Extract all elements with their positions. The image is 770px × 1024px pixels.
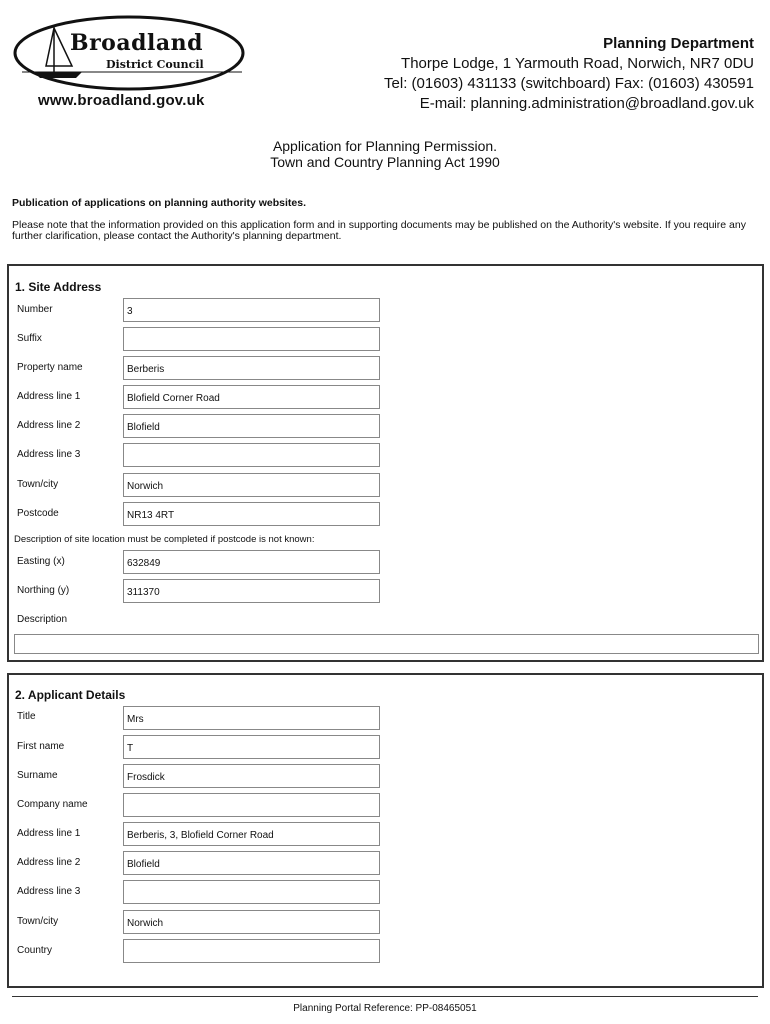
site-address-section bbox=[7, 264, 764, 662]
department-contact bbox=[384, 34, 754, 114]
site-property-name-field[interactable]: Berberis bbox=[123, 356, 380, 380]
applicant-details-section bbox=[7, 673, 764, 988]
department-phone: Tel: (01603) 431133 (switchboard) Fax: (01603) 430591 bbox=[384, 75, 754, 92]
logo-name: Broadland bbox=[70, 30, 203, 56]
easting-field[interactable]: 632849 bbox=[123, 550, 380, 574]
field-label: Address line 1 bbox=[17, 391, 81, 402]
field-label: Number bbox=[17, 304, 53, 315]
field-label: First name bbox=[17, 741, 65, 752]
form-title bbox=[0, 138, 770, 170]
field-label: Address line 1 bbox=[17, 828, 81, 839]
northing-field[interactable]: 311370 bbox=[123, 579, 380, 603]
applicant-first-name-field[interactable]: T bbox=[123, 735, 380, 759]
field-label: Address line 2 bbox=[17, 420, 81, 431]
applicant-address-line1-field[interactable]: Berberis, 3, Blofield Corner Road bbox=[123, 822, 380, 846]
field-label: Suffix bbox=[17, 333, 42, 344]
section-title: 2. Applicant Details bbox=[15, 688, 126, 702]
field-label: Town/city bbox=[17, 479, 59, 490]
website-url: www.broadland.gov.uk bbox=[38, 92, 205, 109]
applicant-town-field[interactable]: Norwich bbox=[123, 910, 380, 934]
field-label: Title bbox=[17, 711, 36, 722]
section-title: 1. Site Address bbox=[15, 280, 102, 294]
form-title-line1: Application for Planning Permission. bbox=[272, 138, 498, 154]
field-label: Country bbox=[17, 945, 53, 956]
applicant-address-line3-field[interactable] bbox=[123, 880, 380, 904]
department-title: Planning Department bbox=[603, 35, 754, 52]
department-email: E-mail: planning.administration@broadland.gov.uk bbox=[419, 95, 754, 112]
location-note: Description of site location must be completed if postcode is not known: bbox=[14, 534, 315, 545]
field-label: Address line 3 bbox=[17, 886, 81, 897]
site-suffix-field[interactable] bbox=[123, 327, 380, 351]
site-address-line3-field[interactable] bbox=[123, 443, 380, 467]
field-label: Town/city bbox=[17, 916, 59, 927]
form-title-line2: Town and Country Planning Act 1990 bbox=[270, 154, 500, 170]
department-address: Thorpe Lodge, 1 Yarmouth Road, Norwich, NR7 0DU bbox=[401, 55, 754, 72]
publication-text: Please note that the information provided on this application form and in supporting documents may be published on the Authority's website. If you require any further clarification, please contact the Authority's planning department. bbox=[12, 219, 746, 242]
publication-heading: Publication of applications on planning authority websites. bbox=[12, 197, 307, 209]
applicant-address-line2-field[interactable]: Blofield bbox=[123, 851, 380, 875]
site-postcode-field[interactable]: NR13 4RT bbox=[123, 502, 380, 526]
applicant-country-field[interactable] bbox=[123, 939, 380, 963]
field-label: Easting (x) bbox=[17, 556, 65, 567]
field-label: Address line 2 bbox=[17, 857, 81, 868]
field-label: Postcode bbox=[17, 508, 59, 519]
field-label: Company name bbox=[17, 799, 88, 810]
field-label: Surname bbox=[17, 770, 58, 781]
applicant-company-field[interactable] bbox=[123, 793, 380, 817]
site-address-line2-field[interactable]: Blofield bbox=[123, 414, 380, 438]
site-number-field[interactable]: 3 bbox=[123, 298, 380, 322]
footer-divider bbox=[12, 996, 758, 997]
portal-reference: Planning Portal Reference: PP-08465051 bbox=[293, 1003, 477, 1014]
field-label: Property name bbox=[17, 362, 83, 373]
field-label: Northing (y) bbox=[17, 585, 70, 596]
site-address-line1-field[interactable]: Blofield Corner Road bbox=[123, 385, 380, 409]
field-label: Description bbox=[17, 614, 68, 625]
applicant-title-field[interactable]: Mrs bbox=[123, 706, 380, 730]
logo-sub: District Council bbox=[106, 58, 204, 71]
site-description-field[interactable] bbox=[14, 634, 759, 654]
applicant-surname-field[interactable]: Frosdick bbox=[123, 764, 380, 788]
field-label: Address line 3 bbox=[17, 449, 81, 460]
site-town-field[interactable]: Norwich bbox=[123, 473, 380, 497]
